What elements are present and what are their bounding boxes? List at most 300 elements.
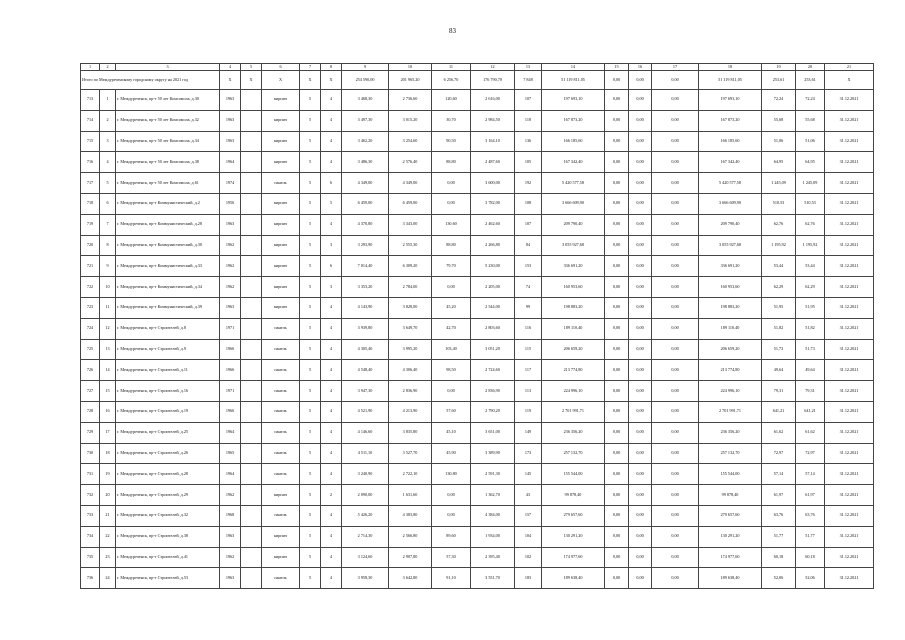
floor-count: 5 [300, 235, 321, 256]
cost-federal: 0,00 [605, 110, 629, 131]
repair-cost-total: 167 342,40 [542, 152, 605, 173]
total-area: 3 293,90 [342, 235, 389, 256]
cost-federal: 0,00 [605, 339, 629, 360]
unit-cost: 641,21 [762, 401, 796, 422]
repair-cost-total: 279 657,60 [542, 505, 605, 526]
address-cell: г. Междуреченск, пр-т Строителей, д.53 [116, 568, 220, 589]
resident-count: 107 [515, 90, 542, 111]
cost-federal: 0,00 [605, 422, 629, 443]
cost-federal: 0,00 [605, 256, 629, 277]
row-number: 731 [81, 464, 100, 485]
table-body [81, 64, 874, 589]
cost-local: 0,00 [652, 173, 699, 194]
completion-date: 31.12.2021 [825, 214, 874, 235]
wall-material: кирпич [262, 526, 300, 547]
nonresidential-area: 0,00 [432, 381, 471, 402]
wall-material: кирпич [262, 131, 300, 152]
wall-material: панель [262, 443, 300, 464]
completion-date: 31.12.2021 [825, 401, 874, 422]
item-index: 16 [100, 401, 116, 422]
cost-owners: 257 132,70 [699, 443, 762, 464]
cost-regional: 0,00 [629, 464, 652, 485]
table-row [81, 401, 874, 422]
repair-cost-total: 206 659,20 [542, 339, 605, 360]
item-index: 3 [100, 131, 116, 152]
cost-local: 0,00 [652, 464, 699, 485]
address-cell: г. Междуреченск, пр-т Строителей, д.38 [116, 526, 220, 547]
commission-year: 1971 [220, 381, 241, 402]
entrance-count: 4 [321, 318, 342, 339]
unit-cost: 1 245,09 [762, 173, 796, 194]
nonresidential-area: 0,00 [432, 505, 471, 526]
total-cell: 51 119 811,05 [699, 71, 762, 90]
item-index: 6 [100, 193, 116, 214]
unit-cost: 64,95 [762, 152, 796, 173]
completion-date: 31.12.2021 [825, 443, 874, 464]
total-cell: 253,61 [796, 71, 825, 90]
total-cell: X [220, 71, 241, 90]
wall-material: кирпич [262, 193, 300, 214]
commission-year: 1963 [220, 90, 241, 111]
empty-cell [241, 152, 262, 173]
cost-owners: 99 878,40 [699, 485, 762, 506]
empty-cell [241, 443, 262, 464]
unit-cost-limit: 61,97 [796, 485, 825, 506]
commission-year: 1964 [220, 152, 241, 173]
cost-owners: 130 291,20 [699, 526, 762, 547]
nonresidential-area: 45,90 [432, 443, 471, 464]
entrance-count: 2 [321, 485, 342, 506]
column-number-cell: 1 [81, 64, 100, 71]
empty-cell [241, 464, 262, 485]
premises-area: 4 306,40 [389, 360, 432, 381]
cost-local: 0,00 [652, 297, 699, 318]
item-index: 8 [100, 235, 116, 256]
cost-local: 0,00 [652, 235, 699, 256]
cost-owners: 166 185,60 [699, 131, 762, 152]
cost-owners: 198 883,20 [699, 297, 762, 318]
commission-year: 1964 [220, 422, 241, 443]
residential-area: 2 836,90 [471, 381, 515, 402]
entrance-count: 4 [321, 464, 342, 485]
address-cell: г. Междуреченск, пр-т Строителей, д.11 [116, 360, 220, 381]
residential-area: 2 266,80 [471, 235, 515, 256]
cost-federal: 0,00 [605, 505, 629, 526]
nonresidential-area: 130,60 [432, 214, 471, 235]
floor-count: 5 [300, 90, 321, 111]
total-cell: 7 848 [515, 71, 542, 90]
address-cell: г. Междуреченск, пр-т Строителей, д.32 [116, 505, 220, 526]
address-cell: г. Междуреченск, пр-т 50 лет Комсомола, д.30 [116, 90, 220, 111]
unit-cost: 62,29 [762, 277, 796, 298]
commission-year: 1963 [220, 110, 241, 131]
unit-cost-limit: 61,62 [796, 422, 825, 443]
wall-material: панель [262, 318, 300, 339]
cost-owners: 336 691,20 [699, 256, 762, 277]
empty-cell [241, 360, 262, 381]
commission-year: 1962 [220, 277, 241, 298]
cost-owners: 174 977,60 [699, 547, 762, 568]
residential-area: 2 462,60 [471, 214, 515, 235]
completion-date: 31.12.2021 [825, 193, 874, 214]
floor-count: 5 [300, 297, 321, 318]
resident-count: 84 [515, 235, 542, 256]
commission-year: 1963 [220, 568, 241, 589]
nonresidential-area: 45,20 [432, 297, 471, 318]
cost-federal: 0,00 [605, 193, 629, 214]
unit-cost-limit: 72,97 [796, 443, 825, 464]
wall-material: кирпич [262, 110, 300, 131]
unit-cost: 61,97 [762, 485, 796, 506]
address-cell: г. Междуреченск, пр-т Коммунистический, д.33 [116, 256, 220, 277]
floor-count: 5 [300, 214, 321, 235]
residential-area: 2 984,50 [471, 110, 515, 131]
completion-date: 31.12.2021 [825, 297, 874, 318]
cost-local: 0,00 [652, 214, 699, 235]
entrance-count: 4 [321, 422, 342, 443]
repair-cost-total: 189 110,40 [542, 318, 605, 339]
total-cell: X [825, 71, 874, 90]
unit-cost: 72,97 [762, 443, 796, 464]
total-row [81, 71, 874, 90]
address-cell: г. Междуреченск, пр-т Строителей, д.8 [116, 318, 220, 339]
cost-regional: 0,00 [629, 339, 652, 360]
cost-regional: 0,00 [629, 443, 652, 464]
entrance-count: 4 [321, 526, 342, 547]
entrance-count: 4 [321, 339, 342, 360]
table-row [81, 131, 874, 152]
premises-area: 3 995,20 [389, 339, 432, 360]
cost-federal: 0,00 [605, 381, 629, 402]
cost-federal: 0,00 [605, 485, 629, 506]
column-number-cell: 17 [652, 64, 699, 71]
row-number: 726 [81, 360, 100, 381]
floor-count: 5 [300, 547, 321, 568]
repair-cost-total: 99 878,40 [542, 485, 605, 506]
empty-cell [241, 193, 262, 214]
total-area: 3 958,30 [342, 568, 389, 589]
entrance-count: 4 [321, 401, 342, 422]
empty-cell [241, 110, 262, 131]
premises-area: 2 836,90 [389, 381, 432, 402]
address-cell: г. Междуреченск, пр-т Строителей, д.28 [116, 464, 220, 485]
wall-material: панель [262, 360, 300, 381]
floor-count: 5 [300, 131, 321, 152]
cost-owners: 197 693,10 [699, 90, 762, 111]
cost-federal: 0,00 [605, 277, 629, 298]
wall-material: кирпич [262, 235, 300, 256]
cost-local: 0,00 [652, 547, 699, 568]
table-row [81, 173, 874, 194]
column-number-cell: 19 [762, 64, 796, 71]
item-index: 7 [100, 214, 116, 235]
unit-cost: 72,24 [762, 90, 796, 111]
column-number-cell: 18 [699, 64, 762, 71]
repair-cost-total: 130 291,20 [542, 526, 605, 547]
unit-cost-limit: 51,06 [796, 131, 825, 152]
address-cell: г. Междуреченск, пр-т Строителей, д.9 [116, 339, 220, 360]
address-cell: г. Междуреченск, пр-т Строителей, д.19 [116, 401, 220, 422]
unit-cost-limit: 72,24 [796, 90, 825, 111]
unit-cost: 79,31 [762, 381, 796, 402]
wall-material: кирпич [262, 214, 300, 235]
empty-cell [241, 485, 262, 506]
empty-cell [241, 131, 262, 152]
unit-cost-limit: 51,95 [796, 297, 825, 318]
table-row [81, 422, 874, 443]
cost-regional: 0,00 [629, 547, 652, 568]
table-row [81, 297, 874, 318]
completion-date: 31.12.2021 [825, 131, 874, 152]
commission-year: 1963 [220, 297, 241, 318]
resident-count: 115 [515, 339, 542, 360]
column-number-cell: 20 [796, 64, 825, 71]
table-row [81, 256, 874, 277]
unit-cost: 57,14 [762, 464, 796, 485]
column-number-cell: 7 [300, 64, 321, 71]
cost-federal: 0,00 [605, 152, 629, 173]
table-row [81, 443, 874, 464]
item-index: 18 [100, 443, 116, 464]
table-row [81, 464, 874, 485]
completion-date: 31.12.2021 [825, 526, 874, 547]
repair-cost-total: 3 055 927,68 [542, 235, 605, 256]
item-index: 15 [100, 381, 116, 402]
cost-local: 0,00 [652, 339, 699, 360]
column-number-cell: 11 [432, 64, 471, 71]
residential-area: 3 389,90 [471, 443, 515, 464]
completion-date: 31.12.2021 [825, 318, 874, 339]
premises-area: 6 309,20 [389, 256, 432, 277]
completion-date: 31.12.2021 [825, 173, 874, 194]
item-index: 9 [100, 256, 116, 277]
cost-owners: 209 790,40 [699, 214, 762, 235]
nonresidential-area: 90,50 [432, 131, 471, 152]
cost-federal: 0,00 [605, 173, 629, 194]
row-number: 734 [81, 526, 100, 547]
cost-regional: 0,00 [629, 214, 652, 235]
cost-owners: 279 657,60 [699, 505, 762, 526]
resident-count: 119 [515, 401, 542, 422]
residential-area: 2 591,30 [471, 464, 515, 485]
cost-local: 0,00 [652, 381, 699, 402]
entrance-count: 4 [321, 214, 342, 235]
entrance-count: 3 [321, 235, 342, 256]
commission-year: 1962 [220, 547, 241, 568]
commission-year: 1966 [220, 401, 241, 422]
premises-area: 3 343,00 [389, 214, 432, 235]
entrance-count: 4 [321, 381, 342, 402]
row-number: 721 [81, 256, 100, 277]
row-number: 722 [81, 277, 100, 298]
resident-count: 107 [515, 214, 542, 235]
item-index: 14 [100, 360, 116, 381]
floor-count: 5 [300, 339, 321, 360]
repair-cost-total: 2 701 991,71 [542, 401, 605, 422]
cost-local: 0,00 [652, 277, 699, 298]
cost-local: 0,00 [652, 152, 699, 173]
repair-cost-total: 3 666 609,90 [542, 193, 605, 214]
wall-material: кирпич [262, 297, 300, 318]
commission-year: 1974 [220, 173, 241, 194]
table-row [81, 339, 874, 360]
cost-federal: 0,00 [605, 568, 629, 589]
page-number: 83 [449, 27, 456, 35]
table-row [81, 547, 874, 568]
commission-year: 1962 [220, 235, 241, 256]
residential-area: 1 934,00 [471, 526, 515, 547]
nonresidential-area: 30,70 [432, 110, 471, 131]
unit-cost-limit: 1 245,09 [796, 173, 825, 194]
resident-count: 102 [515, 547, 542, 568]
empty-cell [241, 526, 262, 547]
address-cell: г. Междуреченск, пр-т 50 лет Комсомола, д.34 [116, 131, 220, 152]
table-row [81, 193, 874, 214]
row-number: 727 [81, 381, 100, 402]
nonresidential-area: 0,00 [432, 173, 471, 194]
nonresidential-area: 88,80 [432, 235, 471, 256]
item-index: 19 [100, 464, 116, 485]
wall-material: кирпич [262, 256, 300, 277]
nonresidential-area: 103,40 [432, 339, 471, 360]
cost-local: 0,00 [652, 568, 699, 589]
repair-cost-total: 236 356,20 [542, 422, 605, 443]
item-index: 13 [100, 339, 116, 360]
completion-date: 31.12.2021 [825, 547, 874, 568]
nonresidential-area: 57,60 [432, 401, 471, 422]
floor-count: 5 [300, 256, 321, 277]
cost-local: 0,00 [652, 131, 699, 152]
repair-cost-total: 213 774,80 [542, 360, 605, 381]
row-number: 725 [81, 339, 100, 360]
floor-count: 5 [300, 526, 321, 547]
cost-regional: 0,00 [629, 401, 652, 422]
cost-federal: 0,00 [605, 526, 629, 547]
unit-cost: 52,06 [762, 568, 796, 589]
empty-cell [241, 214, 262, 235]
cost-owners: 2 701 991,71 [699, 401, 762, 422]
total-cell: 0,00 [629, 71, 652, 90]
row-number: 713 [81, 90, 100, 111]
total-cell: 253,61 [762, 71, 796, 90]
resident-count: 113 [515, 381, 542, 402]
wall-material: кирпич [262, 485, 300, 506]
item-index: 1 [100, 90, 116, 111]
empty-cell [241, 381, 262, 402]
premises-area: 3 527,70 [389, 443, 432, 464]
residential-area: 3 551,70 [471, 568, 515, 589]
repair-cost-total: 189 638,40 [542, 568, 605, 589]
empty-cell [241, 401, 262, 422]
cost-regional: 0,00 [629, 256, 652, 277]
column-number-cell: 6 [262, 64, 300, 71]
row-number: 714 [81, 110, 100, 131]
unit-cost-limit: 51,77 [796, 526, 825, 547]
column-number-row [81, 64, 874, 71]
cost-regional: 0,00 [629, 485, 652, 506]
total-area: 5 426,20 [342, 505, 389, 526]
cost-federal: 0,00 [605, 547, 629, 568]
completion-date: 31.12.2021 [825, 90, 874, 111]
empty-cell [241, 568, 262, 589]
cost-regional: 0,00 [629, 152, 652, 173]
floor-count: 5 [300, 485, 321, 506]
column-number-cell: 21 [825, 64, 874, 71]
row-number: 716 [81, 152, 100, 173]
item-index: 20 [100, 485, 116, 506]
commission-year: 1963 [220, 214, 241, 235]
repair-cost-total: 5 420 577,58 [542, 173, 605, 194]
entrance-count: 4 [321, 547, 342, 568]
table-row [81, 360, 874, 381]
total-area: 3 486,30 [342, 152, 389, 173]
unit-cost-limit: 53,44 [796, 256, 825, 277]
unit-cost-limit: 62,29 [796, 277, 825, 298]
resident-count: 153 [515, 256, 542, 277]
commission-year: 1964 [220, 464, 241, 485]
column-number-cell: 12 [471, 64, 515, 71]
unit-cost: 51,77 [762, 526, 796, 547]
premises-area: 2 576,40 [389, 152, 432, 173]
nonresidential-area: 89,60 [432, 526, 471, 547]
item-index: 12 [100, 318, 116, 339]
unit-cost: 60,18 [762, 547, 796, 568]
entrance-count: 4 [321, 360, 342, 381]
premises-area: 1 631,60 [389, 485, 432, 506]
premises-area: 2 907,80 [389, 547, 432, 568]
unit-cost: 49,64 [762, 360, 796, 381]
empty-cell [241, 547, 262, 568]
repair-cost-total: 336 691,20 [542, 256, 605, 277]
empty-cell [241, 297, 262, 318]
total-area: 3 240,90 [342, 464, 389, 485]
cost-regional: 0,00 [629, 318, 652, 339]
address-cell: г. Междуреченск, пр-т Коммунистический, д.30 [116, 235, 220, 256]
total-cell: 176 790,70 [471, 71, 515, 90]
unit-cost: 63,76 [762, 505, 796, 526]
unit-cost: 51,82 [762, 318, 796, 339]
cost-local: 0,00 [652, 110, 699, 131]
nonresidential-area: 45,10 [432, 422, 471, 443]
total-cell: 6 256,70 [432, 71, 471, 90]
completion-date: 31.12.2021 [825, 110, 874, 131]
total-area: 3 353,20 [342, 277, 389, 298]
column-number-cell: 10 [389, 64, 432, 71]
commission-year: 1966 [220, 339, 241, 360]
completion-date: 31.12.2021 [825, 485, 874, 506]
premises-area: 6 459,00 [389, 193, 432, 214]
total-label: Итого по Междуреченскому городскому округу на 2021 год [81, 71, 220, 90]
cost-owners: 167 873,20 [699, 110, 762, 131]
empty-cell [241, 235, 262, 256]
cost-local: 0,00 [652, 318, 699, 339]
wall-material: панель [262, 568, 300, 589]
residential-area: 3 651,00 [471, 422, 515, 443]
row-number: 735 [81, 547, 100, 568]
address-cell: г. Междуреченск, пр-т Коммунистический, д.39 [116, 297, 220, 318]
resident-count: 173 [515, 443, 542, 464]
unit-cost: 1 195,92 [762, 235, 796, 256]
repair-cost-total: 257 132,70 [542, 443, 605, 464]
unit-cost: 55,68 [762, 110, 796, 131]
resident-count: 104 [515, 526, 542, 547]
completion-date: 31.12.2021 [825, 360, 874, 381]
resident-count: 136 [515, 131, 542, 152]
floor-count: 5 [300, 173, 321, 194]
table-row [81, 152, 874, 173]
residential-area: 1 362,70 [471, 485, 515, 506]
resident-count: 118 [515, 110, 542, 131]
